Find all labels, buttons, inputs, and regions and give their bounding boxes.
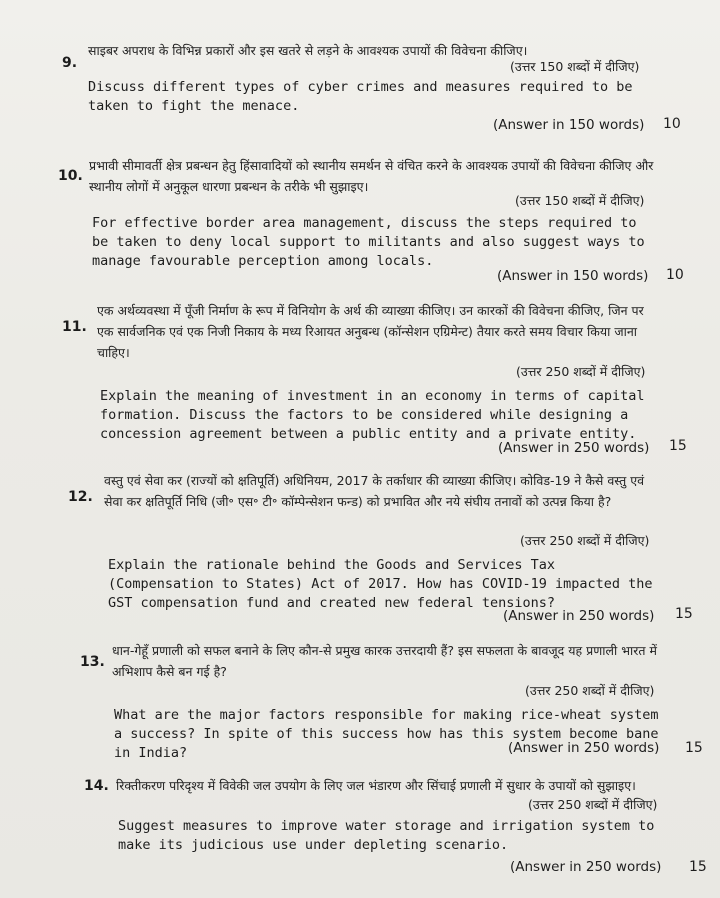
word-limit-hindi: (उत्तर 250 शब्दों में दीजिए) xyxy=(516,364,646,379)
question-text-hindi: एक अर्थव्यवस्था में पूँजी निर्माण के रूप में विनियोग के अर्थ की व्याख्या कीजिए। उन कारकों की विवेचना कीजिए, जिन पर एक सार्वजनिक एवं एक निजी निकाय के मध्य रिआयत अनुबन्ध (कॉन्सेशन एग्रिमेन्ट) तैयार करते समय विचार किया जाना चाहिए। xyxy=(97,303,644,360)
word-limit-hindi: (उत्तर 250 शब्दों में दीजिए) xyxy=(528,797,658,812)
word-limit-hindi: (उत्तर 150 शब्दों में दीजिए) xyxy=(510,59,640,74)
question-text-hindi: वस्तु एवं सेवा कर (राज्यों को क्षतिपूर्ति) अधिनियम, 2017 के तर्काधार की व्याख्या कीजिए। कोविड-19 ने कैसे वस्तु एवं सेवा कर क्षतिपूर्ति निधि (जी॰ एस॰ टी॰ कॉम्पेन्सेशन फन्ड) को प्रभावित और नये संघीय तनावों को उत्पन्न किया है? xyxy=(104,473,645,509)
answer-word-limit: (Answer in 250 words) xyxy=(503,608,655,624)
question-text-english: What are the major factors responsible for making rice-wheat system a success? In spite of this success how has this system become bane in India? xyxy=(114,707,659,761)
question-text-hindi: धान-गेहूँ प्रणाली को सफल बनाने के लिए कौन-से प्रमुख कारक उत्तरदायी हैं? इस सफलता के बावजूद यह प्रणाली भारत में अभिशाप कैसे बन गई है? xyxy=(112,643,657,679)
question-text-hindi: रिक्तीकरण परिदृश्य में विवेकी जल उपयोग के लिए जल भंडारण और सिंचाई प्रणाली में सुधार के उपायों को सुझाइए। xyxy=(116,778,636,793)
word-limit-hindi: (उत्तर 250 शब्दों में दीजिए) xyxy=(525,683,655,698)
question-marks: 10 xyxy=(663,116,681,132)
question-number: 10. xyxy=(58,168,83,184)
question-number: 14. xyxy=(84,778,109,794)
question-number: 11. xyxy=(62,319,87,335)
question-number: 13. xyxy=(80,654,105,670)
question-text-hindi: साइबर अपराध के विभिन्न प्रकारों और इस खतरे से लड़ने के आवश्यक उपायों की विवेचना कीजिए। xyxy=(88,43,528,58)
question-marks: 15 xyxy=(669,438,687,454)
question-marks: 15 xyxy=(675,606,693,622)
question-text-english: Explain the meaning of investment in an economy in terms of capital formation. Discuss the factors to be considered while designing a concession agreement between a public entity and a private entity. xyxy=(100,388,645,442)
answer-word-limit: (Answer in 150 words) xyxy=(497,268,649,284)
question-marks: 15 xyxy=(689,859,707,875)
answer-word-limit: (Answer in 250 words) xyxy=(510,859,662,875)
question-marks: 10 xyxy=(666,267,684,283)
question-text-hindi: प्रभावी सीमावर्ती क्षेत्र प्रबन्धन हेतु हिंसावादियों को स्थानीय समर्थन से वंचित करने के आवश्यक उपायों की विवेचना कीजिए और स्थानीय लोगों में अनुकूल धारणा प्रबन्धन के तरीके भी सुझाइए। xyxy=(89,158,654,194)
question-number: 12. xyxy=(68,489,93,505)
question-text-english: For effective border area management, discuss the steps required to be taken to deny local support to militants and also suggest ways to manage favourable perception among locals. xyxy=(92,215,645,269)
question-marks: 15 xyxy=(685,740,703,756)
answer-word-limit: (Answer in 250 words) xyxy=(498,440,650,456)
answer-word-limit: (Answer in 250 words) xyxy=(508,740,660,756)
question-text-english: Discuss different types of cyber crimes and measures required to be taken to fight the menace. xyxy=(88,79,633,114)
word-limit-hindi: (उत्तर 250 शब्दों में दीजिए) xyxy=(520,533,650,548)
question-number: 9. xyxy=(62,55,78,71)
word-limit-hindi: (उत्तर 150 शब्दों में दीजिए) xyxy=(515,193,645,208)
question-text-english: Explain the rationale behind the Goods and Services Tax (Compensation to States) Act of 2017. How has COVID-19 impacted the GST compensation fund and created new federal tensions? xyxy=(108,557,653,611)
question-text-english: Suggest measures to improve water storage and irrigation system to make its judicious use under depleting scenario. xyxy=(118,818,655,853)
answer-word-limit: (Answer in 150 words) xyxy=(493,117,645,133)
